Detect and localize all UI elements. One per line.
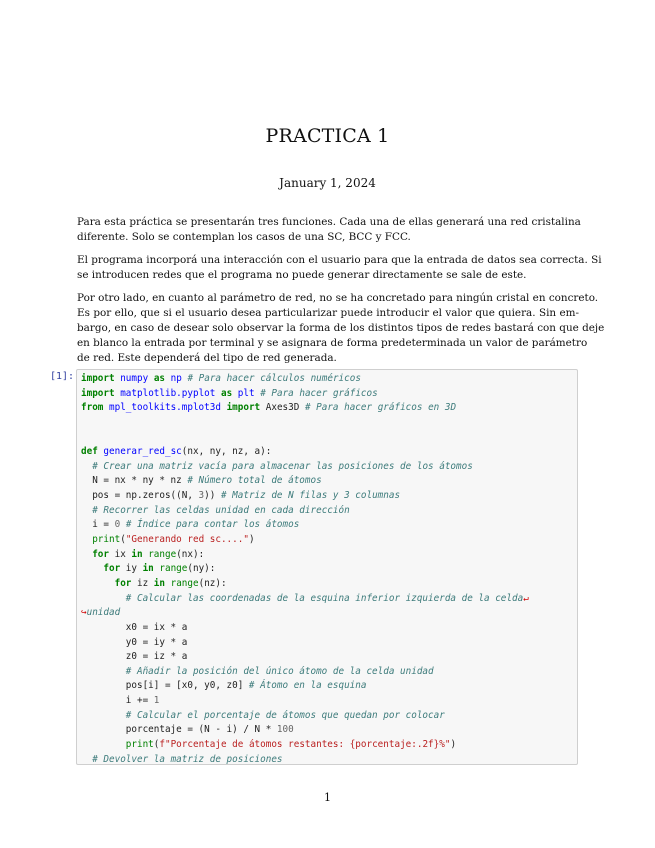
code-line: pos = np.zeros((N, 3)) # Matriz de N filas y 3 columnas (81, 490, 401, 502)
paragraph-line: en blanco la entrada por terminal y se asignara de forma predeterminada un valor de parámetro (77, 337, 588, 349)
paragraph-line: de red. Este dependerá del tipo de red generada. (77, 352, 337, 364)
code-line: for iz in range(nz): (114, 577, 227, 589)
code-line: # Calcular el porcentaje de átomos que quedan por colocar (125, 709, 445, 721)
code-line (81, 431, 529, 446)
code-line: from mpl_toolkits.mplot3d import Axes3D # Para hacer gráficos en 3D (81, 402, 457, 414)
paragraph-line: se introducen redes que el programa no puede generar directamente se sale de este. (77, 269, 527, 281)
paragraph-line: Es por ello, que si el usuario desea particularizar puede introducir el valor que quiera. Sin em- (77, 307, 579, 319)
paragraph-line: Por otro lado, en cuanto al parámetro de red, no se ha concretado para ningún cristal en concreto. (77, 292, 599, 304)
code-line: # Calcular las coordenadas de la esquina inferior izquierda de la celda↵ (125, 592, 529, 604)
paragraph-line: Para esta práctica se presentarán tres funciones. Cada una de ellas generará una red cristalina (77, 216, 581, 228)
code-line: # Recorrer las celdas unidad en cada dirección (92, 504, 350, 516)
code-line: N = nx * ny * nz # Número total de átomos (81, 475, 322, 487)
code-line: for ix in range(nx): (92, 548, 205, 560)
code-line: x0 = ix * a (81, 621, 188, 633)
code-line: z0 = iz * a (81, 651, 188, 663)
paragraph-line: diferente. Solo se contemplan los casos de una SC, BCC y FCC. (77, 231, 411, 243)
code-line: def generar_red_sc(nx, ny, nz, a): (81, 446, 272, 458)
code-line: i += 1 (81, 695, 160, 707)
paragraph-intro (77, 215, 579, 245)
document-title: PRACTICA 1 (265, 125, 390, 147)
code-block (81, 372, 529, 765)
code-line: import numpy as np # Para hacer cálculos numéricos (81, 373, 361, 384)
paragraph-lattice-parameter (77, 291, 605, 366)
code-line: # Devolver la matriz de posiciones (92, 753, 283, 765)
cell-execution-count: [1]: (50, 371, 75, 382)
code-line: # Añadir la posición del único átomo de la celda unidad (125, 665, 434, 677)
code-line: y0 = iy * a (81, 636, 188, 648)
code-line: pos[i] = [x0, y0, z0] # Átomo en la esquina (81, 680, 367, 692)
paragraph-line: El programa incorporá una interacción con el usuario para que la entrada de datos sea correcta. Si (77, 254, 602, 266)
code-line: porcentaje = (N - i) / N * 100 (81, 724, 294, 736)
paragraph-line: bargo, en caso de desear solo observar la forma de los distintos tipos de redes bastará con que deje (77, 322, 605, 334)
code-line: i = 0 # Índice para contar los átomos (81, 519, 300, 531)
paragraph-interaction (77, 253, 602, 283)
code-line: print("Generando red sc....") (92, 534, 255, 546)
code-line: for iy in range(ny): (103, 563, 216, 575)
code-cell (76, 369, 578, 765)
code-line (81, 416, 529, 431)
document-date: January 1, 2024 (279, 176, 376, 190)
code-line: print(f"Porcentaje de átomos restantes: {porcentaje:.2f}%") (125, 739, 457, 751)
code-line: ↪unidad (81, 607, 121, 619)
code-line: # Crear una matriz vacía para almacenar las posiciones de los átomos (92, 460, 473, 472)
code-line: import matplotlib.pyplot as plt # Para hacer gráficos (81, 387, 378, 399)
page-number: 1 (324, 791, 331, 804)
